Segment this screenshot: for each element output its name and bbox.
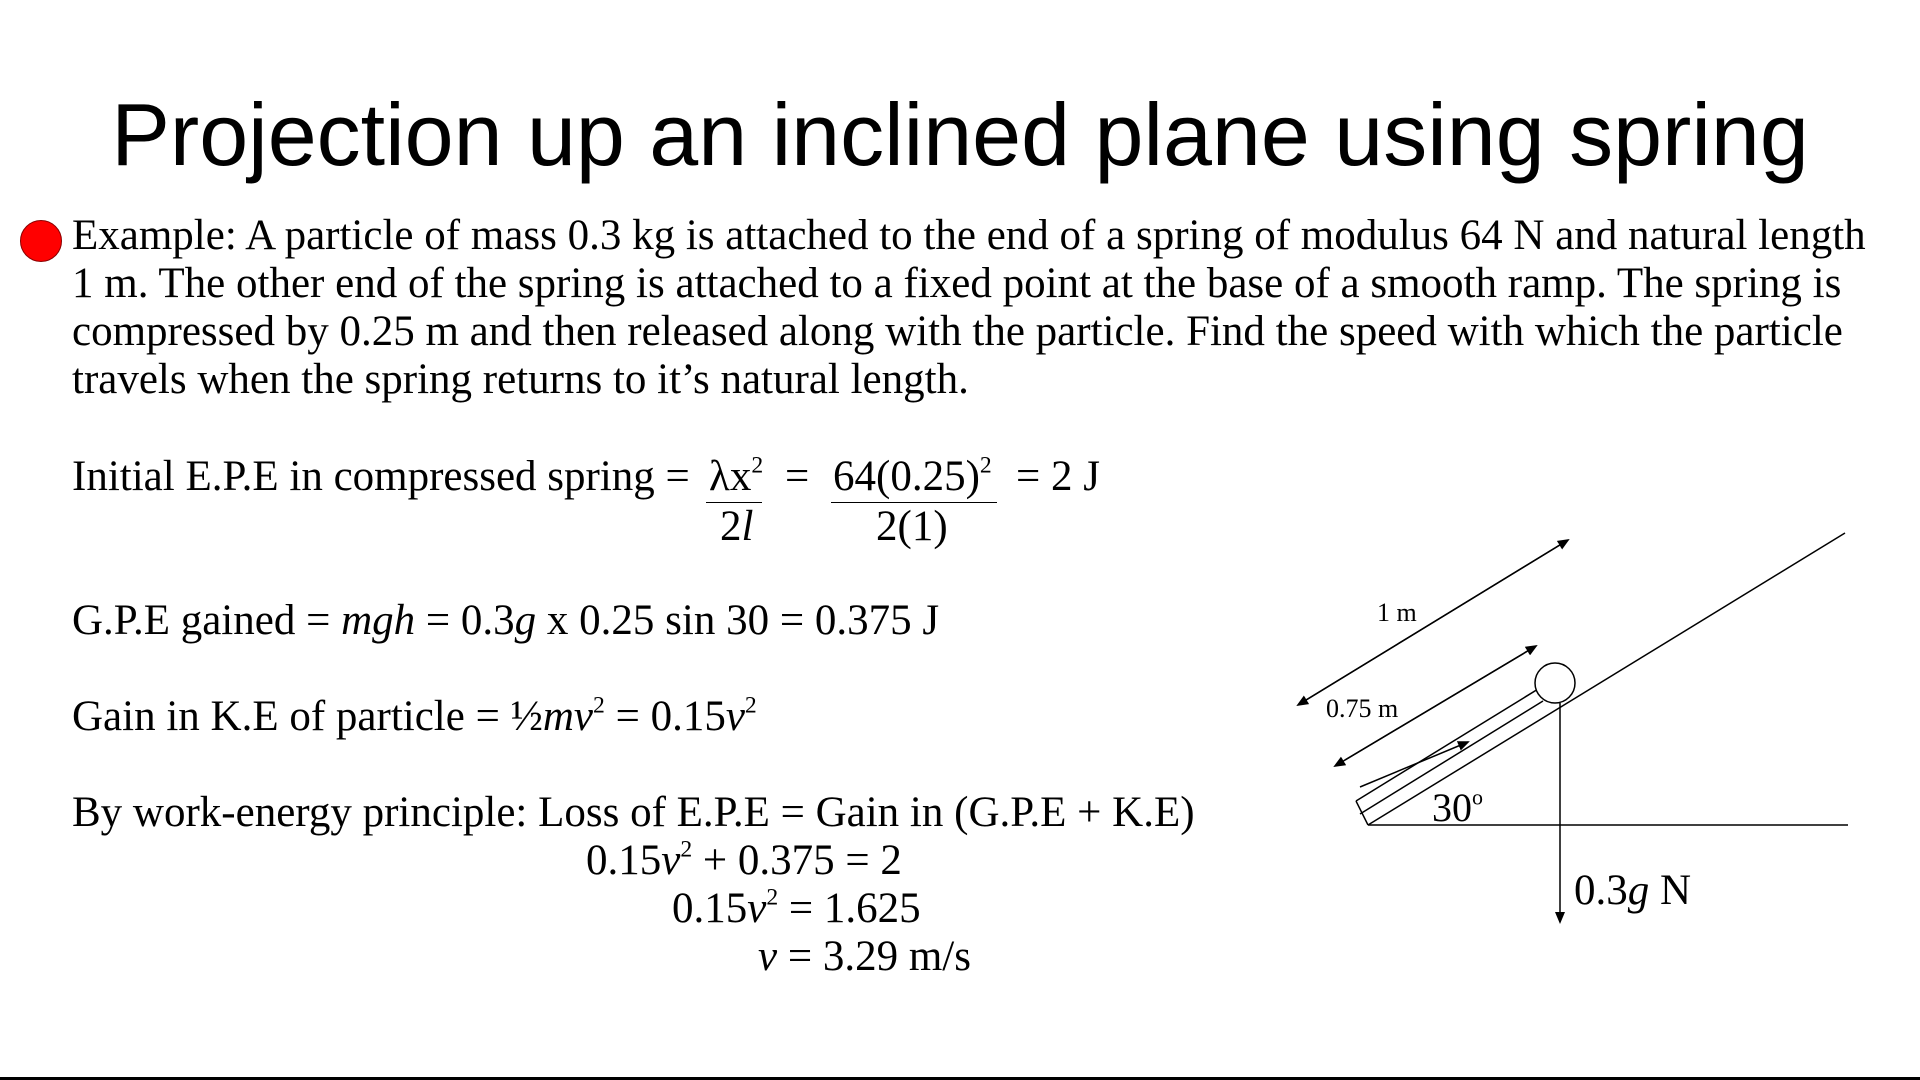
epe-numerator-2: $64(0.25)^2$ (833, 452, 992, 500)
example-line: travels when the spring returns to it’s natural length. (72, 356, 969, 403)
epe-denominator-2: 2(1) (876, 503, 948, 550)
work-energy-line: By work-energy principle: Loss of E.P.E = Gain in (G.P.E + K.E) (72, 789, 1195, 836)
weight-label: 0.3g N (1574, 867, 1692, 914)
example-line: Example: A particle of mass 0.3 kg is attached to the end of a spring of modulus 64 N and natural length (72, 212, 1866, 259)
equation-1: $0.15v^2 + 0.375 = 2$ (586, 836, 902, 884)
gpe-line: G.P.E gained = mgh = 0.3g x 0.25 sin 30 = 0.375 J (72, 597, 940, 644)
ke-line: Gain in K.E of particle = $\frac{1}{2}mv^2 = 0.15v^2$ (72, 692, 757, 740)
example-line: compressed by 0.25 m and then released along with the particle. Find the speed with which the particle (72, 308, 1843, 355)
epe-numerator-1: $\lambda x^2$ (709, 452, 764, 500)
label-075m: 0.75 m (1326, 694, 1399, 723)
one-metre-arrow-back (1298, 540, 1568, 705)
particle (1535, 663, 1575, 703)
slide-title: Projection up an inclined plane using spring (111, 85, 1809, 184)
incline-line (1368, 533, 1845, 825)
label-1m: 1 m (1377, 598, 1417, 627)
epe-equals: = (785, 453, 810, 500)
example-line: 1 m. The other end of the spring is attached to a fixed point at the base of a smooth ramp. The spring is (72, 260, 1842, 307)
epe-label: Initial E.P.E in compressed spring = (72, 453, 690, 500)
equation-3: v = 3.29 m/s (758, 933, 971, 980)
epe-result: = 2 J (1016, 453, 1100, 500)
epe-denominator-1: 2l (720, 503, 754, 550)
spring-fixed-end (1356, 801, 1368, 825)
equation-2: $0.15v^2 = 1.625$ (672, 884, 921, 932)
angle-label: 30$^o$ (1432, 784, 1483, 830)
